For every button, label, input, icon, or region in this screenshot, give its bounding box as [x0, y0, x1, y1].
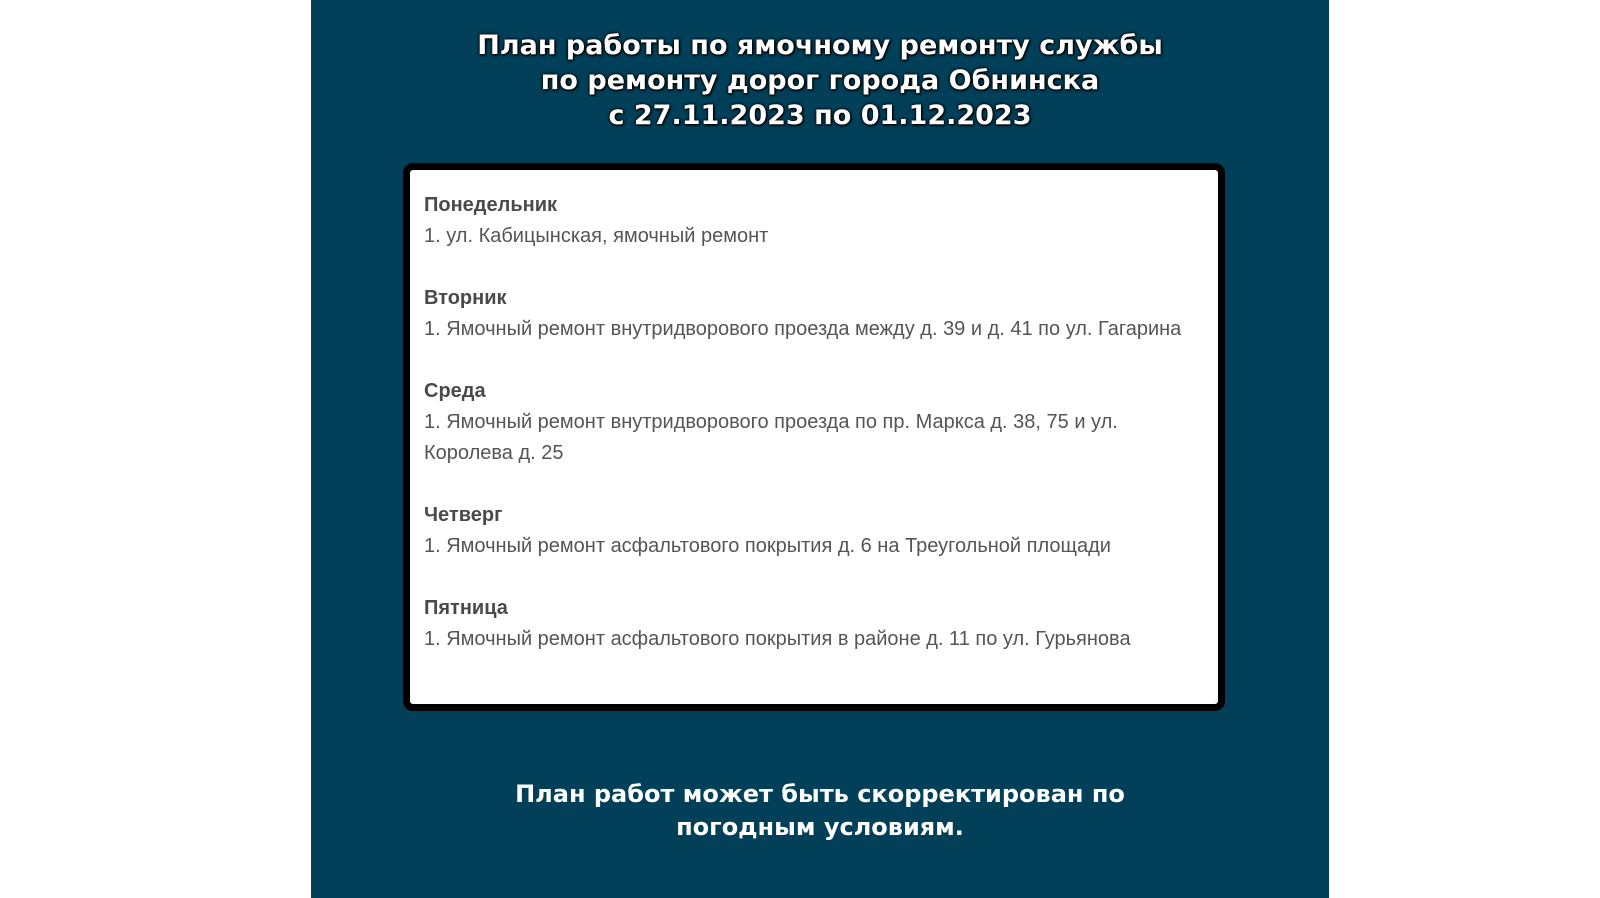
weather-note: [311, 778, 1329, 844]
day-name: Четверг: [424, 504, 503, 526]
day-name: Понедельник: [424, 194, 557, 216]
day-name: Среда: [424, 380, 486, 402]
schedule-day-thursday: [424, 500, 1204, 562]
day-task: 1. Ямочный ремонт внутридворового проезда по пр. Маркса д. 38, 75 и ул. Королева д. 25: [424, 411, 1118, 464]
schedule-day-wednesday: [424, 376, 1204, 469]
day-name: Пятница: [424, 597, 508, 619]
day-task: 1. Ямочный ремонт асфальтового покрытия д. 6 на Треугольной площади: [424, 535, 1111, 557]
schedule-card: [403, 163, 1225, 711]
schedule-day-monday: [424, 190, 1204, 252]
title-line-2: по ремонту дорог города Обнинска: [540, 65, 1100, 96]
poster: [311, 0, 1329, 898]
note-line-2: погодным условиям.: [676, 813, 964, 841]
day-task: 1. Ямочный ремонт асфальтового покрытия в районе д. 11 по ул. Гурьянова: [424, 628, 1131, 650]
day-task: 1. Ямочный ремонт внутридворового проезда между д. 39 и д. 41 по ул. Гагарина: [424, 318, 1182, 340]
page-title: [311, 28, 1329, 133]
day-task: 1. ул. Кабицынская, ямочный ремонт: [424, 225, 769, 247]
schedule-day-tuesday: [424, 283, 1204, 345]
note-line-1: План работ может быть скорректирован по: [515, 780, 1125, 808]
schedule-day-friday: [424, 593, 1204, 655]
title-line-1: План работы по ямочному ремонту службы: [477, 30, 1163, 61]
day-name: Вторник: [424, 287, 507, 309]
title-line-3: с 27.11.2023 по 01.12.2023: [608, 100, 1032, 131]
